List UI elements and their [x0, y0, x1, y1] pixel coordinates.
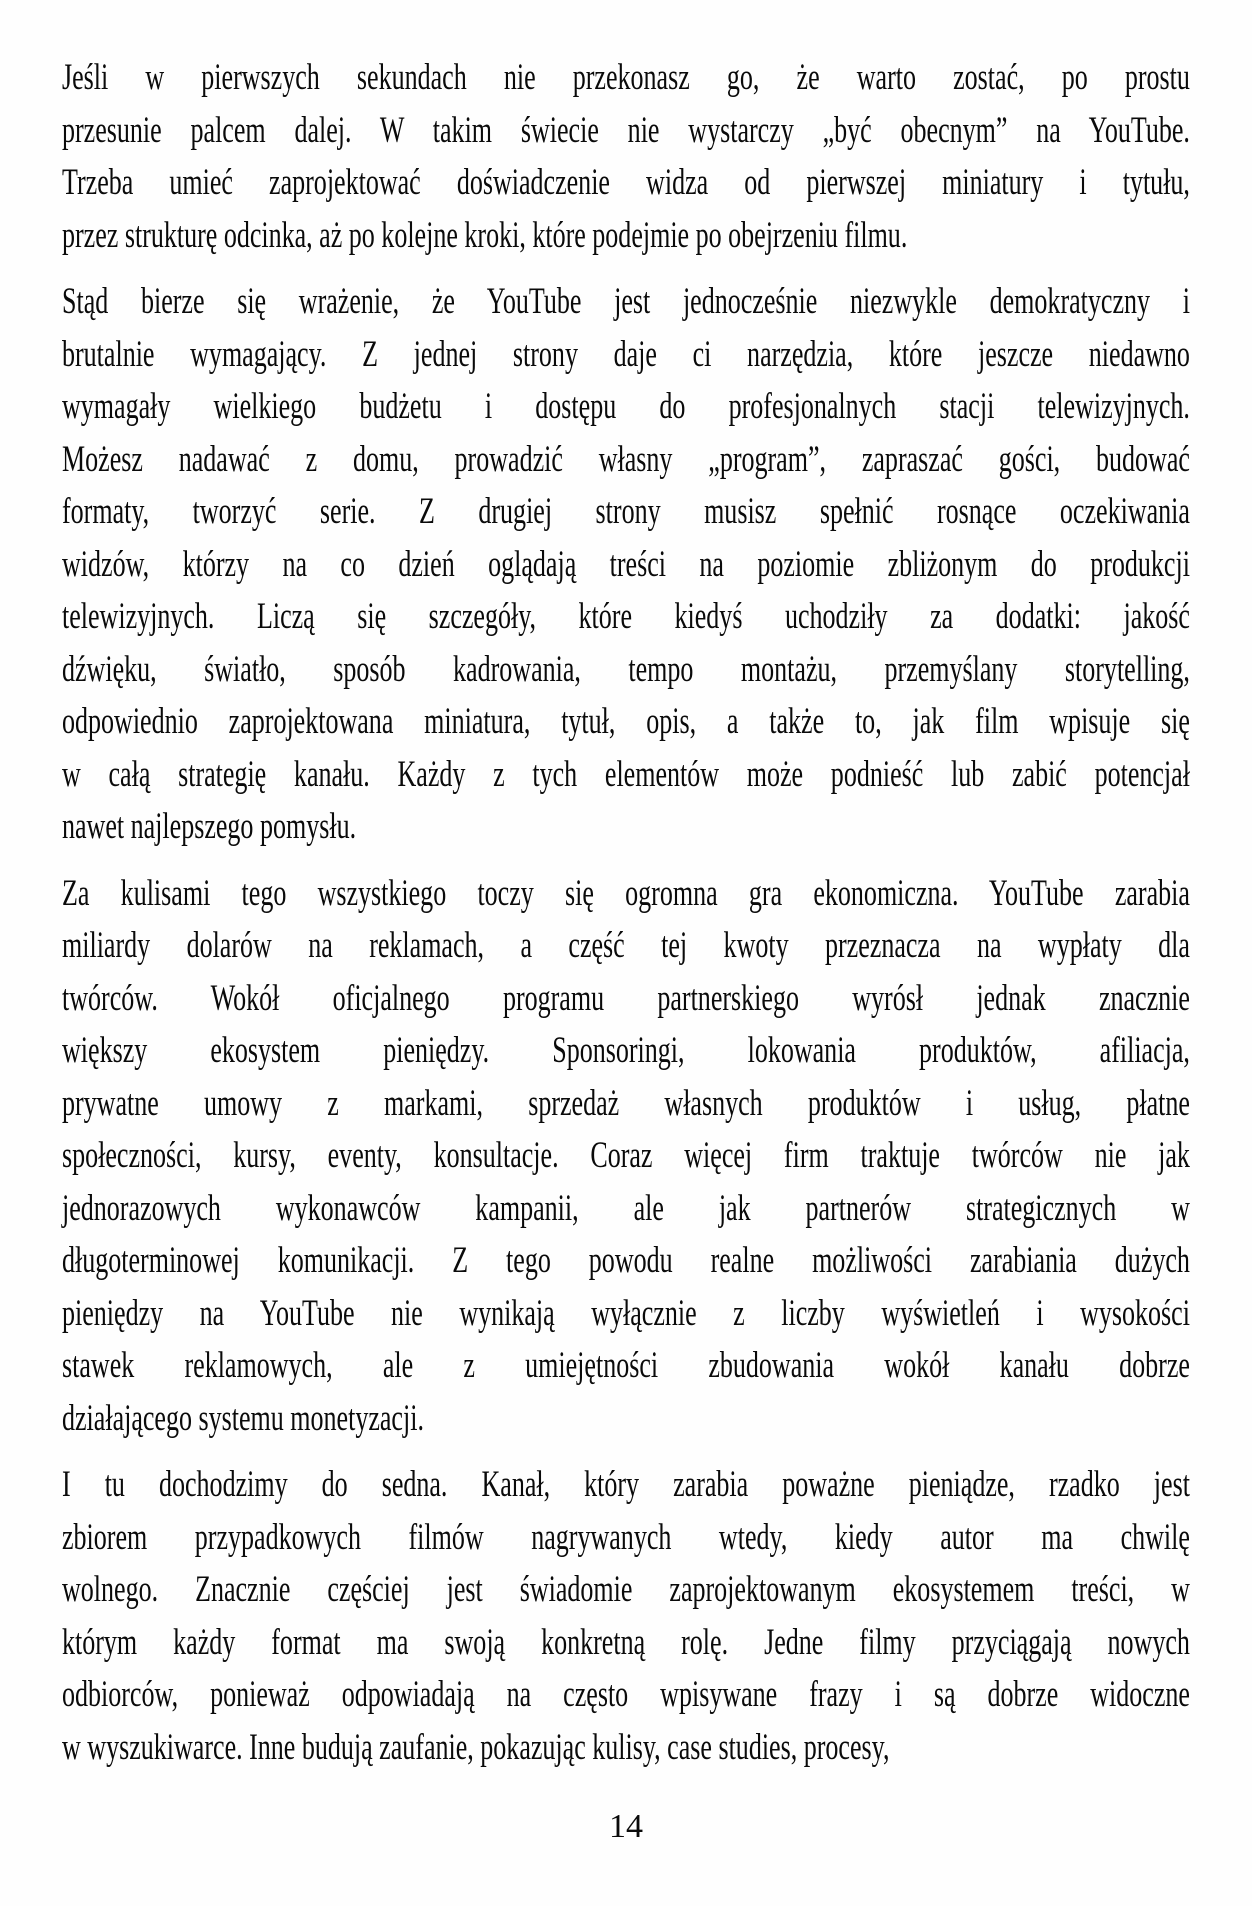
text-line: długoterminowej komunikacji. Z tego powodu realne możliwości zarabiania dużych: [62, 1240, 1190, 1281]
text-line: którym każdy format ma swoją konkretną rolę. Jedne filmy przyciągają nowych: [62, 1621, 1190, 1663]
text-line: wymagały wielkiego budżetu i dostępu do profesjonalnych stacji telewizyjnych.: [62, 386, 1190, 427]
text-line: w wyszukiwarce. Inne budują zaufanie, pokazując kulisy, case studies, procesy,: [62, 1726, 890, 1768]
text-line: twórców. Wokół oficjalnego programu partnerskiego wyrósł jednak znacznie: [62, 977, 1190, 1019]
text-line: Za kulisami tego wszystkiego toczy się ogromna gra ekonomiczna. YouTube zarabia: [62, 872, 1190, 914]
paragraph: [62, 1459, 1190, 1774]
text-line: I tu dochodzimy do sedna. Kanał, który zarabia poważne pieniądze, rzadko jest: [62, 1464, 1190, 1505]
text-line: pieniędzy na YouTube nie wynikają wyłącznie z liczby wyświetleń i wysokości: [62, 1292, 1190, 1334]
text-line: Możesz nadawać z domu, prowadzić własny „program”, zapraszać gości, budować: [62, 438, 1190, 480]
text-line: miliardy dolarów na reklamach, a część tej kwoty przeznacza na wypłaty dla: [62, 925, 1190, 966]
text-line: zbiorem przypadkowych filmów nagrywanych wtedy, kiedy autor ma chwilę: [62, 1516, 1190, 1558]
text-line: Stąd bierze się wrażenie, że YouTube jest jednocześnie niezwykle demokratyczny i: [62, 281, 1190, 322]
text-line: Jeśli w pierwszych sekundach nie przekonasz go, że warto zostać, po prostu: [62, 57, 1190, 98]
text-line: działającego systemu monetyzacji.: [62, 1397, 424, 1439]
text-line: większy ekosystem pieniędzy. Sponsoringi, lokowania produktów, afiliacja,: [62, 1030, 1190, 1071]
text-line: prywatne umowy z markami, sprzedaż własnych produktów i usług, płatne: [62, 1082, 1190, 1124]
text-line: jednorazowych wykonawców kampanii, ale jak partnerów strategicznych w: [62, 1187, 1190, 1229]
body-text: [62, 52, 1190, 1774]
paragraph: [62, 276, 1190, 854]
text-line: formaty, tworzyć serie. Z drugiej strony musisz spełnić rosnące oczekiwania: [62, 491, 1190, 532]
text-line: odpowiednio zaprojektowana miniatura, tytuł, opis, a także to, jak film wpisuje się: [62, 701, 1190, 742]
text-line: przesunie palcem dalej. W takim świecie nie wystarczy „być obecnym” na YouTube.: [62, 109, 1190, 151]
text-line: telewizyjnych. Liczą się szczegóły, które kiedyś uchodziły za dodatki: jakość: [62, 596, 1190, 637]
text-line: społeczności, kursy, eventy, konsultacje. Coraz więcej firm traktuje twórców nie jak: [62, 1135, 1190, 1176]
paragraph: [62, 52, 1190, 262]
text-line: dźwięku, światło, sposób kadrowania, tempo montażu, przemyślany storytelling,: [62, 648, 1190, 690]
text-line: widzów, którzy na co dzień oglądają treści na poziomie zbliżonym do produkcji: [62, 543, 1190, 585]
paragraph: [62, 868, 1190, 1446]
text-line: stawek reklamowych, ale z umiejętności zbudowania wokół kanału dobrze: [62, 1345, 1190, 1386]
text-line: odbiorców, ponieważ odpowiadają na często wpisywane frazy i są dobrze widoczne: [62, 1674, 1190, 1715]
text-line: przez strukturę odcinka, aż po kolejne kroki, które podejmie po obejrzeniu filmu.: [62, 214, 908, 256]
text-line: Trzeba umieć zaprojektować doświadczenie widza od pierwszej miniatury i tytułu,: [62, 162, 1190, 203]
page-number: 14: [609, 1808, 643, 1845]
text-line: wolnego. Znacznie częściej jest świadomie zaprojektowanym ekosystemem treści, w: [62, 1569, 1190, 1610]
text-line: w całą strategię kanału. Każdy z tych elementów może podnieść lub zabić potencjał: [62, 753, 1190, 795]
text-line: brutalnie wymagający. Z jednej strony daje ci narzędzia, które jeszcze niedawno: [62, 333, 1190, 375]
text-line: nawet najlepszego pomysłu.: [62, 806, 357, 847]
